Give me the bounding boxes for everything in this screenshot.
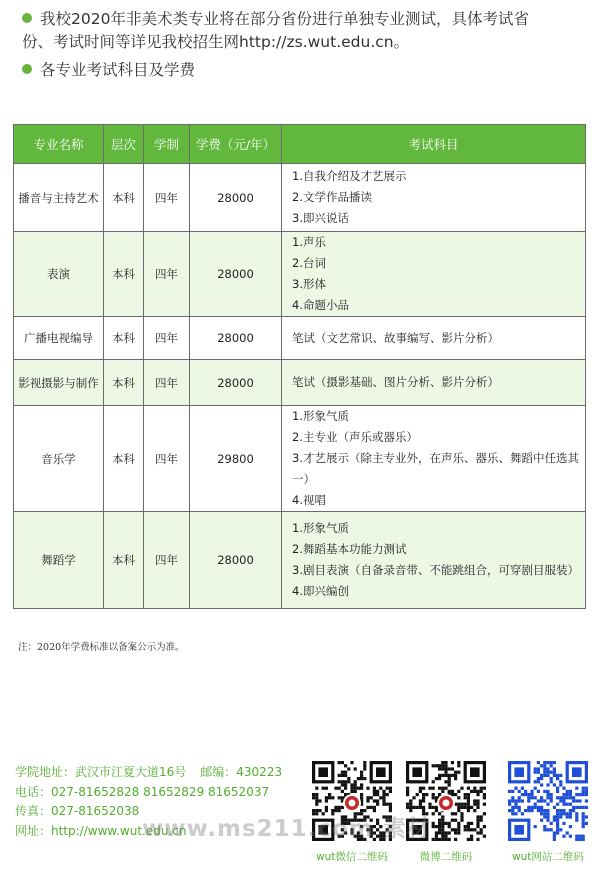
- cell-subjects: [282, 317, 586, 360]
- cell-duration: 四年: [144, 164, 190, 232]
- cell-duration: 四年: [144, 360, 190, 406]
- subject-item: 2.舞蹈基本功能力测试: [292, 542, 407, 556]
- subject-item: 2.主专业（声乐或器乐）: [292, 430, 418, 444]
- table-row: [14, 512, 586, 609]
- cell-duration: 四年: [144, 512, 190, 609]
- table-row: [14, 232, 586, 317]
- intro-line-2: 份、考试时间等详见我校招生网http://zs.wut.edu.cn。: [22, 33, 410, 51]
- cell-level: 本科: [104, 317, 144, 360]
- subject-item: 4.视唱: [292, 493, 326, 507]
- subject-item: 3.即兴说话: [292, 211, 349, 225]
- cell-subjects: [282, 360, 586, 406]
- header-level: 层次: [104, 125, 144, 164]
- subject-item: 4.即兴编创: [292, 584, 349, 598]
- phone: 电话：027-81652828 81652829 81652037: [15, 784, 270, 799]
- cell-subjects: [282, 512, 586, 609]
- subject-item: 笔试（文艺常识、故事编写、影片分析）: [292, 330, 499, 345]
- cell-subjects: [282, 406, 586, 512]
- cell-fee: 28000: [190, 232, 282, 317]
- cell-duration: 四年: [144, 406, 190, 512]
- cell-duration: 四年: [144, 232, 190, 317]
- header-fee: 学费（元/年）: [190, 125, 282, 164]
- cell-subjects: [282, 232, 586, 317]
- subject-item: 4.命题小品: [292, 298, 349, 312]
- postcode: 邮编：430223: [200, 765, 283, 779]
- subject-item: 3.剧目表演（自备录音带、不能跳组合，可穿剧目服装）: [292, 563, 579, 577]
- subject-item: 2.文学作品播读: [292, 190, 372, 204]
- cell-fee: 28000: [190, 512, 282, 609]
- table-row: [14, 317, 586, 360]
- table-row: [14, 360, 586, 406]
- table-row: [14, 164, 586, 232]
- table-header-row: [14, 125, 586, 164]
- subject-item: 笔试（摄影基础、图片分析、影片分析）: [292, 375, 499, 389]
- cell-major: 影视摄影与制作: [14, 360, 104, 406]
- cell-level: 本科: [104, 512, 144, 609]
- cell-fee: 29800: [190, 406, 282, 512]
- subject-item: 1.形象气质: [292, 521, 349, 535]
- website-link[interactable]: 网址：http://www.wut.edu.cn: [15, 823, 187, 838]
- subject-item: 1.自我介绍及才艺展示: [292, 169, 407, 183]
- subject-item: 3.才艺展示（除主专业外，在声乐、器乐、舞蹈中任选其一）: [292, 451, 579, 486]
- site-qr: wut网站二维码: [500, 761, 596, 864]
- cell-major: 广播电视编导: [14, 317, 104, 360]
- intro-line-1: 我校2020年非美术类专业将在部分省份进行单独专业测试，具体考试省: [22, 8, 529, 30]
- cell-major: 表演: [14, 232, 104, 317]
- table-row: [14, 406, 586, 512]
- header-duration: 学制: [144, 125, 190, 164]
- cell-level: 本科: [104, 406, 144, 512]
- subject-item: 2.台词: [292, 256, 326, 270]
- cell-duration: 四年: [144, 317, 190, 360]
- fee-note: 注：2020年学费标准以备案公示为准。: [18, 642, 185, 653]
- header-subjects: 考试科目: [282, 125, 586, 164]
- cell-level: 本科: [104, 232, 144, 317]
- weibo-qr: 微博二维码: [398, 761, 494, 864]
- fax: 传真：027-81652038: [15, 804, 140, 818]
- cell-level: 本科: [104, 360, 144, 406]
- qr-code-icon: [508, 761, 588, 845]
- cell-major: 舞蹈学: [14, 512, 104, 609]
- watermark: www.ms211.com 素材: [142, 816, 431, 842]
- address: 学院地址：武汉市江夏大道16号: [15, 765, 187, 779]
- bullet-dot-icon: [22, 64, 32, 74]
- wechat-qr: wut微信二维码: [304, 761, 400, 864]
- subject-item: 1.形象气质: [292, 409, 349, 423]
- cell-fee: 28000: [190, 360, 282, 406]
- header-major: 专业名称: [14, 125, 104, 164]
- subject-item: 3.形体: [292, 277, 326, 291]
- bullet-dot-icon: [22, 13, 32, 23]
- section-title: 各专业考试科目及学费: [22, 59, 195, 81]
- cell-fee: 28000: [190, 164, 282, 232]
- cell-major: 播音与主持艺术: [14, 164, 104, 232]
- cell-fee: 28000: [190, 317, 282, 360]
- exam-subjects-table: [13, 124, 586, 609]
- cell-major: 音乐学: [14, 406, 104, 512]
- subject-item: 1.声乐: [292, 235, 326, 249]
- cell-level: 本科: [104, 164, 144, 232]
- cell-subjects: [282, 164, 586, 232]
